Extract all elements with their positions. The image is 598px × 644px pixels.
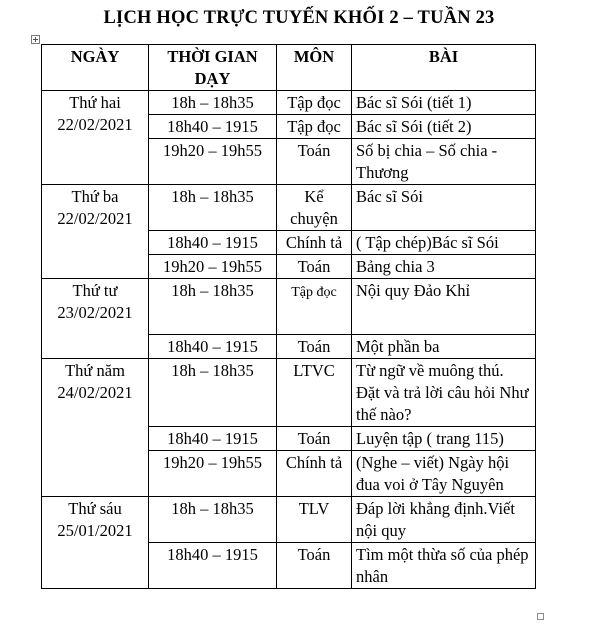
lesson-cell: Số bị chia – Số chia - Thương: [352, 139, 536, 185]
time-cell: 19h20 – 19h55: [149, 139, 277, 185]
time-cell: 18h40 – 1915: [149, 231, 277, 255]
lesson-cell: Tìm một thừa số của phép nhân: [352, 543, 536, 589]
lesson-cell: Bác sĩ Sói (tiết 2): [352, 115, 536, 139]
subject-cell: TLV: [277, 497, 352, 543]
subject-cell: Toán: [277, 427, 352, 451]
day-date: 23/02/2021: [57, 303, 133, 322]
table-move-handle-icon[interactable]: [31, 35, 40, 44]
lesson-cell: ( Tập chép)Bác sĩ Sói: [352, 231, 536, 255]
lesson-cell: Từ ngữ về muông thú. Đặt và trả lời câu hỏi Như thế nào?: [352, 359, 536, 427]
day-cell: [42, 359, 149, 497]
subject-cell: Toán: [277, 139, 352, 185]
day-date: 22/02/2021: [57, 115, 133, 134]
lesson-cell: Bảng chia 3: [352, 255, 536, 279]
header-lesson: BÀI: [352, 45, 536, 91]
table-row: [42, 497, 536, 543]
lesson-cell: (Nghe – viết) Ngày hội đua voi ở Tây Nguyên: [352, 451, 536, 497]
time-cell: 18h40 – 1915: [149, 427, 277, 451]
day-name: Thứ ba: [71, 187, 119, 206]
lesson-cell: Bác sĩ Sói (tiết 1): [352, 91, 536, 115]
day-date: 22/02/2021: [57, 209, 133, 228]
lesson-cell: Một phần ba: [352, 335, 536, 359]
page-title: LỊCH HỌC TRỰC TUYẾN KHỐI 2 – TUẦN 23: [103, 8, 495, 28]
subject-cell: Toán: [277, 255, 352, 279]
day-cell: [42, 497, 149, 589]
subject-cell: Tập đọc: [277, 91, 352, 115]
subject-cell: Toán: [277, 543, 352, 589]
subject-cell: Tập đọc: [277, 279, 352, 335]
lesson-cell: Nội quy Đảo Khỉ: [352, 279, 536, 335]
header-subject: MÔN: [277, 45, 352, 91]
header-day: NGÀY: [42, 45, 149, 91]
subject-cell: Chính tả: [277, 231, 352, 255]
schedule-table: [41, 44, 536, 589]
table-row: [42, 91, 536, 115]
time-cell: 18h40 – 1915: [149, 543, 277, 589]
lesson-cell: Bác sĩ Sói: [352, 185, 536, 231]
lesson-cell: Luyện tập ( trang 115): [352, 427, 536, 451]
day-name: Thứ sáu: [68, 499, 122, 518]
subject-cell: Chính tả: [277, 451, 352, 497]
subject-cell: Tập đọc: [277, 115, 352, 139]
day-name: Thứ năm: [65, 361, 125, 380]
subject-cell: Toán: [277, 335, 352, 359]
day-name: Thứ tư: [72, 281, 118, 300]
lesson-cell: Đáp lời khẳng định.Viết nội quy: [352, 497, 536, 543]
day-name: Thứ hai: [69, 93, 121, 112]
table-row: [42, 359, 536, 427]
time-cell: 18h – 18h35: [149, 91, 277, 115]
time-cell: 18h – 18h35: [149, 185, 277, 231]
time-cell: 18h – 18h35: [149, 279, 277, 335]
time-cell: 18h40 – 1915: [149, 115, 277, 139]
day-date: 25/01/2021: [57, 521, 133, 540]
time-cell: 18h – 18h35: [149, 497, 277, 543]
day-cell: [42, 279, 149, 359]
table-row: [42, 185, 536, 231]
day-cell: [42, 91, 149, 185]
table-resize-handle-icon[interactable]: [537, 613, 544, 620]
time-cell: 19h20 – 19h55: [149, 451, 277, 497]
header-time: THỜI GIAN DẠY: [149, 45, 277, 91]
day-date: 24/02/2021: [57, 383, 133, 402]
day-cell: [42, 185, 149, 279]
time-cell: 18h – 18h35: [149, 359, 277, 427]
subject-cell: LTVC: [277, 359, 352, 427]
time-cell: 19h20 – 19h55: [149, 255, 277, 279]
time-cell: 18h40 – 1915: [149, 335, 277, 359]
table-row: [42, 279, 536, 335]
subject-cell: Kể chuyện: [277, 185, 352, 231]
header-row: [42, 45, 536, 91]
